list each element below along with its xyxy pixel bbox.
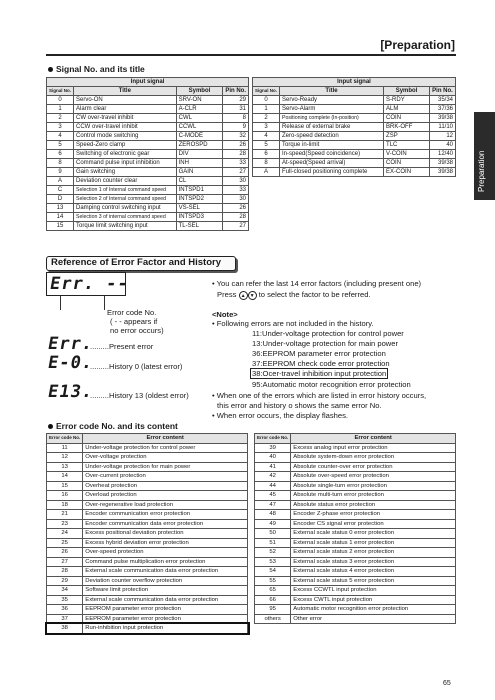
table-row (47, 114, 249, 123)
table-cell: 15 (47, 222, 74, 231)
table-cell: Encoder communication error protection (83, 510, 248, 520)
table-cell: 52 (255, 548, 291, 558)
refer-line-1: • You can refer the last 14 error factors (including present one) (212, 279, 422, 288)
note-item: 37:EEPROM check code error protection (252, 359, 390, 368)
table-row (47, 500, 248, 510)
table-cell: Speed-Zero clamp (74, 141, 177, 150)
table-cell: CL (176, 177, 223, 186)
refer-select: to select the factor to be referred. (258, 290, 371, 299)
table-cell: 26 (223, 141, 249, 150)
col-error-code: Error code No. (255, 434, 291, 444)
table-cell: Deviation counter overflow protection (83, 576, 248, 586)
code-label-3: no error occurs) (110, 326, 164, 335)
table-cell: CCW over-travel inhibit (74, 123, 177, 132)
input-signal-group-header: Input signal (47, 78, 249, 87)
table-cell: 36 (47, 605, 83, 615)
col-error-content: Error content (83, 434, 248, 444)
table-cell: Under-voltage protection for main power (83, 462, 248, 472)
table-cell: Torque in-limit (280, 141, 384, 150)
table-cell: External scale status 3 error protection (291, 557, 456, 567)
table-row (47, 491, 248, 501)
table-cell: 40 (255, 453, 291, 463)
table-row (253, 141, 456, 150)
table-row (47, 595, 248, 605)
table-cell: 45 (255, 491, 291, 501)
col-symbol: Symbol (176, 87, 223, 96)
present-error-label: .........Present error (90, 342, 154, 351)
table-cell: INTSPD1 (176, 186, 223, 195)
reference-section-title: Reference of Error Factor and History (46, 256, 236, 271)
table-cell: Servo-ON (74, 96, 177, 105)
table-cell: Absolute multi-turn error protection (291, 491, 456, 501)
table-cell: Excess CWTL input protection (291, 595, 456, 605)
col-title: Title (280, 87, 384, 96)
table-row (47, 576, 248, 586)
table-cell: 29 (223, 96, 249, 105)
table-row (47, 168, 249, 177)
table-row (47, 222, 249, 231)
table-row (255, 538, 456, 548)
table-cell: Selection 3 of internal command speed (74, 213, 177, 222)
note-bullet-3: • When error occurs, the display flashes. (212, 411, 349, 420)
table-cell: 0 (253, 96, 280, 105)
table-row (253, 159, 456, 168)
leader-line (60, 296, 61, 310)
table-row (255, 548, 456, 558)
table-cell: 8 (47, 159, 74, 168)
table-cell: External scale status 4 error protection (291, 567, 456, 577)
table-cell: External scale communication data error protection (83, 595, 248, 605)
table-cell: 44 (255, 481, 291, 491)
table-cell: 38 (47, 624, 83, 634)
table-row (253, 150, 456, 159)
table-cell: Switching of electronic gear (74, 150, 177, 159)
page-header-title: [Preparation] (380, 38, 455, 52)
table-row (47, 141, 249, 150)
table-cell: ALM (384, 105, 430, 114)
table-row (47, 481, 248, 491)
table-cell: 33 (223, 186, 249, 195)
table-row (47, 510, 248, 520)
table-row (253, 132, 456, 141)
table-cell: 11 (47, 443, 83, 453)
table-cell: Over-speed protection (83, 548, 248, 558)
table-cell: 8 (223, 114, 249, 123)
table-cell: 39/38 (430, 159, 456, 168)
table-cell: Servo-Alarm (280, 105, 384, 114)
table-row (47, 177, 249, 186)
table-cell: A-CLR (176, 105, 223, 114)
table-cell: TLC (384, 141, 430, 150)
table-cell: CW over-travel inhibit (74, 114, 177, 123)
side-tab (474, 112, 495, 200)
table-cell: 26 (223, 204, 249, 213)
table-cell: 26 (47, 548, 83, 558)
table-cell: V-COIN (384, 150, 430, 159)
note-item: 13:Under-voltage protection for main power (252, 339, 399, 348)
table-row (47, 605, 248, 615)
table-cell: External scale status 0 error protection (291, 529, 456, 539)
table-cell: Overheat protection (83, 481, 248, 491)
table-cell: 34 (47, 586, 83, 596)
table-cell: 30 (223, 177, 249, 186)
table-cell: Gain switching (74, 168, 177, 177)
table-cell: 21 (47, 510, 83, 520)
table-cell: 27 (47, 557, 83, 567)
table-cell: 35/34 (430, 96, 456, 105)
table-row (47, 519, 248, 529)
output-signal-group-header: Input signal (253, 78, 456, 87)
table-cell: 47 (255, 500, 291, 510)
signal-section-title (48, 64, 145, 74)
bullet-icon (48, 424, 53, 429)
col-pin-no: Pin No. (430, 87, 456, 96)
note-item: 11:Under-voltage protection for control power (252, 329, 404, 338)
table-cell: CWL (176, 114, 223, 123)
table-cell: COIN (384, 114, 430, 123)
table-cell: 24 (47, 529, 83, 539)
table-cell: 23 (47, 519, 83, 529)
table-cell: 12/40 (430, 150, 456, 159)
table-cell: A (253, 168, 280, 177)
table-row (253, 123, 456, 132)
table-cell: 39/38 (430, 168, 456, 177)
table-cell: C-MODE (176, 132, 223, 141)
table-cell: 5 (47, 141, 74, 150)
table-cell: Command pulse input inhibition (74, 159, 177, 168)
table-cell: others (255, 614, 291, 624)
table-cell: Servo-Ready (280, 96, 384, 105)
table-row (47, 557, 248, 567)
signal-section-title-text: Signal No. and its title (56, 64, 145, 74)
table-row (253, 105, 456, 114)
table-cell: External scale status 2 error protection (291, 548, 456, 558)
table-row (47, 105, 249, 114)
col-signal-no: Signal No. (47, 87, 74, 96)
table-cell: Overload protection (83, 491, 248, 501)
col-error-content: Error content (291, 434, 456, 444)
table-cell: At-speed(Speed arrival) (280, 159, 384, 168)
table-cell: 42 (255, 472, 291, 482)
refer-line-2 (217, 290, 371, 300)
table-cell: BRK-OFF (384, 123, 430, 132)
table-cell: 33 (223, 159, 249, 168)
table-row (47, 443, 248, 453)
table-row (47, 213, 249, 222)
table-cell: Control mode switching (74, 132, 177, 141)
table-row (255, 586, 456, 596)
table-row (47, 123, 249, 132)
table-cell: 12 (47, 453, 83, 463)
table-cell: External scale status 5 error protection (291, 576, 456, 586)
col-pin-no: Pin No. (223, 87, 249, 96)
table-row (47, 529, 248, 539)
table-cell: Positioning complete (In-position) (280, 114, 384, 123)
table-row (47, 548, 248, 558)
table-row (255, 567, 456, 577)
col-signal-no: Signal No. (253, 87, 280, 96)
table-cell: Encoder Z-phase error protection (291, 510, 456, 520)
table-cell: Excess analog input error protection (291, 443, 456, 453)
table-row (255, 529, 456, 539)
table-cell: 54 (255, 567, 291, 577)
note-bullet-2b: this error and history o shows the same error No. (217, 401, 382, 410)
table-cell: 11/10 (430, 123, 456, 132)
table-cell: 40 (430, 141, 456, 150)
table-cell: Excess CCWTL input protection (291, 586, 456, 596)
table-cell: Release of external brake (280, 123, 384, 132)
table-cell: 31 (223, 105, 249, 114)
table-row (255, 491, 456, 501)
table-row (255, 472, 456, 482)
table-cell: Absolute status error protection (291, 500, 456, 510)
display-history-13: E13. (46, 382, 95, 402)
table-cell: Excess positional deviation protection (83, 529, 248, 539)
note-intro: • Following errors are not included in the history. (212, 319, 374, 328)
col-error-code: Error code No. (47, 434, 83, 444)
table-cell: Automatic motor recognition error protection (291, 605, 456, 615)
table-cell: 4 (253, 132, 280, 141)
table-row (47, 96, 249, 105)
table-cell: 95 (255, 605, 291, 615)
table-cell: Damping control switching input (74, 204, 177, 213)
table-cell: C (47, 186, 74, 195)
code-label-1: Error code No. (107, 308, 157, 317)
table-row (47, 614, 248, 624)
table-row (255, 557, 456, 567)
table-row (255, 510, 456, 520)
table-row (255, 614, 456, 624)
table-cell: CCWL (176, 123, 223, 132)
table-cell: 3 (253, 123, 280, 132)
table-cell: 3 (47, 123, 74, 132)
table-cell: 0 (47, 96, 74, 105)
table-cell: Over-current protection (83, 472, 248, 482)
error-section-title-text: Error code No. and its content (56, 421, 178, 431)
table-cell: Absolute over-speed error protection (291, 472, 456, 482)
error-table-right (254, 433, 456, 624)
table-cell: INTSPD3 (176, 213, 223, 222)
table-cell: 5 (253, 141, 280, 150)
table-cell: 51 (255, 538, 291, 548)
output-signal-table (252, 77, 456, 177)
table-cell: ZSP (384, 132, 430, 141)
table-cell: 39 (255, 443, 291, 453)
note-item-highlighted: 38:Ocer-travel inhibition input protection (252, 369, 387, 378)
table-row (47, 586, 248, 596)
table-cell: 8 (253, 159, 280, 168)
table-cell: 28 (47, 567, 83, 577)
table-cell: 14 (47, 472, 83, 482)
table-cell: 35 (47, 595, 83, 605)
table-cell: 48 (255, 510, 291, 520)
table-row (255, 519, 456, 529)
table-cell: INTSPD2 (176, 195, 223, 204)
col-symbol: Symbol (384, 87, 430, 96)
side-tab-label: Preparation (477, 150, 486, 192)
table-cell: 2 (47, 114, 74, 123)
error-table-left (46, 433, 248, 634)
table-cell: Deviation counter clear (74, 177, 177, 186)
table-cell: 65 (255, 586, 291, 596)
table-cell: 1 (47, 105, 74, 114)
table-row (47, 186, 249, 195)
table-row (253, 168, 456, 177)
page-number: 65 (443, 680, 451, 687)
table-cell: Encoder communication data error protection (83, 519, 248, 529)
table-row (47, 204, 249, 213)
table-cell: 53 (255, 557, 291, 567)
history-0-label: .........History 0 (latest error) (90, 362, 183, 371)
table-cell: 6 (47, 150, 74, 159)
note-bullet-2a: • When one of the errors which are listed in error history occurs, (212, 391, 427, 400)
table-cell: ZEROSPD (176, 141, 223, 150)
table-cell: INH (176, 159, 223, 168)
table-cell: GAIN (176, 168, 223, 177)
table-cell: Torque limit switching input (74, 222, 177, 231)
table-cell: 27 (223, 222, 249, 231)
table-cell: 50 (255, 529, 291, 539)
display-main-readout: Err. -- (48, 274, 131, 294)
display-present: Err. (46, 334, 95, 354)
input-signal-table (46, 77, 249, 231)
table-cell: TL-SEL (176, 222, 223, 231)
table-cell: Over-regenerative load protection (83, 500, 248, 510)
refer-press: Press (217, 290, 237, 299)
note-item: 95:Automatic motor recognition error protection (252, 380, 411, 389)
down-button-icon: ▼ (248, 291, 257, 300)
table-cell: Selection 1 of Internal command speed (74, 186, 177, 195)
table-cell: In-speed(Speed coincidence) (280, 150, 384, 159)
table-row (47, 567, 248, 577)
table-cell: 25 (47, 538, 83, 548)
table-cell: Over-voltage protection (83, 453, 248, 463)
table-cell: 13 (47, 204, 74, 213)
table-cell: 29 (47, 576, 83, 586)
table-row (255, 595, 456, 605)
error-section-title (48, 421, 178, 431)
table-row (253, 96, 456, 105)
table-cell: Alarm clear (74, 105, 177, 114)
header-rule (46, 54, 456, 56)
table-cell: SRV-ON (176, 96, 223, 105)
table-cell: 18 (47, 500, 83, 510)
table-row (255, 500, 456, 510)
table-row (47, 132, 249, 141)
table-row (47, 150, 249, 159)
table-cell: 13 (47, 462, 83, 472)
table-cell: External scale status 1 error protection (291, 538, 456, 548)
table-row (47, 195, 249, 204)
table-cell: 49 (255, 519, 291, 529)
table-cell: Absolute single-turn error protection (291, 481, 456, 491)
table-cell: Absolute counter-over error protection (291, 462, 456, 472)
table-cell: EX-COIN (384, 168, 430, 177)
table-cell: 1 (253, 105, 280, 114)
table-row (255, 462, 456, 472)
col-title: Title (74, 87, 177, 96)
table-cell: S-RDY (384, 96, 430, 105)
table-row (255, 453, 456, 463)
table-cell: 37/36 (430, 105, 456, 114)
bullet-icon (48, 67, 53, 72)
table-cell: VS-SEL (176, 204, 223, 213)
table-cell: 6 (253, 150, 280, 159)
table-cell: 9 (47, 168, 74, 177)
table-row (255, 605, 456, 615)
up-button-icon: ▲ (239, 291, 248, 300)
table-row (255, 576, 456, 586)
table-cell: A (47, 177, 74, 186)
table-cell: Selection 2 of Internal command speed (74, 195, 177, 204)
table-row (47, 538, 248, 548)
table-row (255, 443, 456, 453)
table-cell: Excess hybrid deviation error protection (83, 538, 248, 548)
table-row-highlighted (47, 624, 248, 634)
table-cell: Absolute system-down error protection (291, 453, 456, 463)
table-cell: Command pulse multiplication error protection (83, 557, 248, 567)
table-cell: Software limit protection (83, 586, 248, 596)
history-13-label: .........History 13 (oldest error) (90, 391, 189, 400)
table-cell: 32 (223, 132, 249, 141)
table-cell: DIV (176, 150, 223, 159)
leader-line (104, 296, 105, 310)
table-cell: 39/38 (430, 114, 456, 123)
code-label-2: ( - - appears if (110, 317, 158, 326)
table-cell: EEPROM parameter error protection (83, 614, 248, 624)
table-row (47, 453, 248, 463)
table-cell: 66 (255, 595, 291, 605)
table-cell: D (47, 195, 74, 204)
table-cell: 4 (47, 132, 74, 141)
display-history-0: E-0. (46, 353, 95, 373)
table-cell: 14 (47, 213, 74, 222)
table-cell: Encoder CS signal error protection (291, 519, 456, 529)
table-cell: Other error (291, 614, 456, 624)
table-cell: Zero-speed detection (280, 132, 384, 141)
table-row (47, 462, 248, 472)
table-cell: Under-voltage protection for control power (83, 443, 248, 453)
table-cell: COIN (384, 159, 430, 168)
table-cell: 27 (223, 168, 249, 177)
table-cell: 16 (47, 491, 83, 501)
table-cell: EEPROM parameter error protection (83, 605, 248, 615)
table-row (47, 159, 249, 168)
table-cell: 37 (47, 614, 83, 624)
table-cell: 12 (430, 132, 456, 141)
table-cell: 28 (223, 213, 249, 222)
table-cell: 55 (255, 576, 291, 586)
table-row (255, 481, 456, 491)
table-cell: 9 (223, 123, 249, 132)
note-item: 36:EEPROM parameter error protection (252, 349, 386, 358)
table-cell: 2 (253, 114, 280, 123)
table-row (253, 114, 456, 123)
table-cell: 30 (223, 195, 249, 204)
table-cell: 41 (255, 462, 291, 472)
table-cell: 15 (47, 481, 83, 491)
table-cell: Full-closed positioning complete (280, 168, 384, 177)
table-row (47, 472, 248, 482)
note-title: <Note> (212, 310, 238, 319)
table-cell: 28 (223, 150, 249, 159)
table-cell: Run-inhibition input protection (83, 624, 248, 634)
table-cell: External scale communication data error protection (83, 567, 248, 577)
